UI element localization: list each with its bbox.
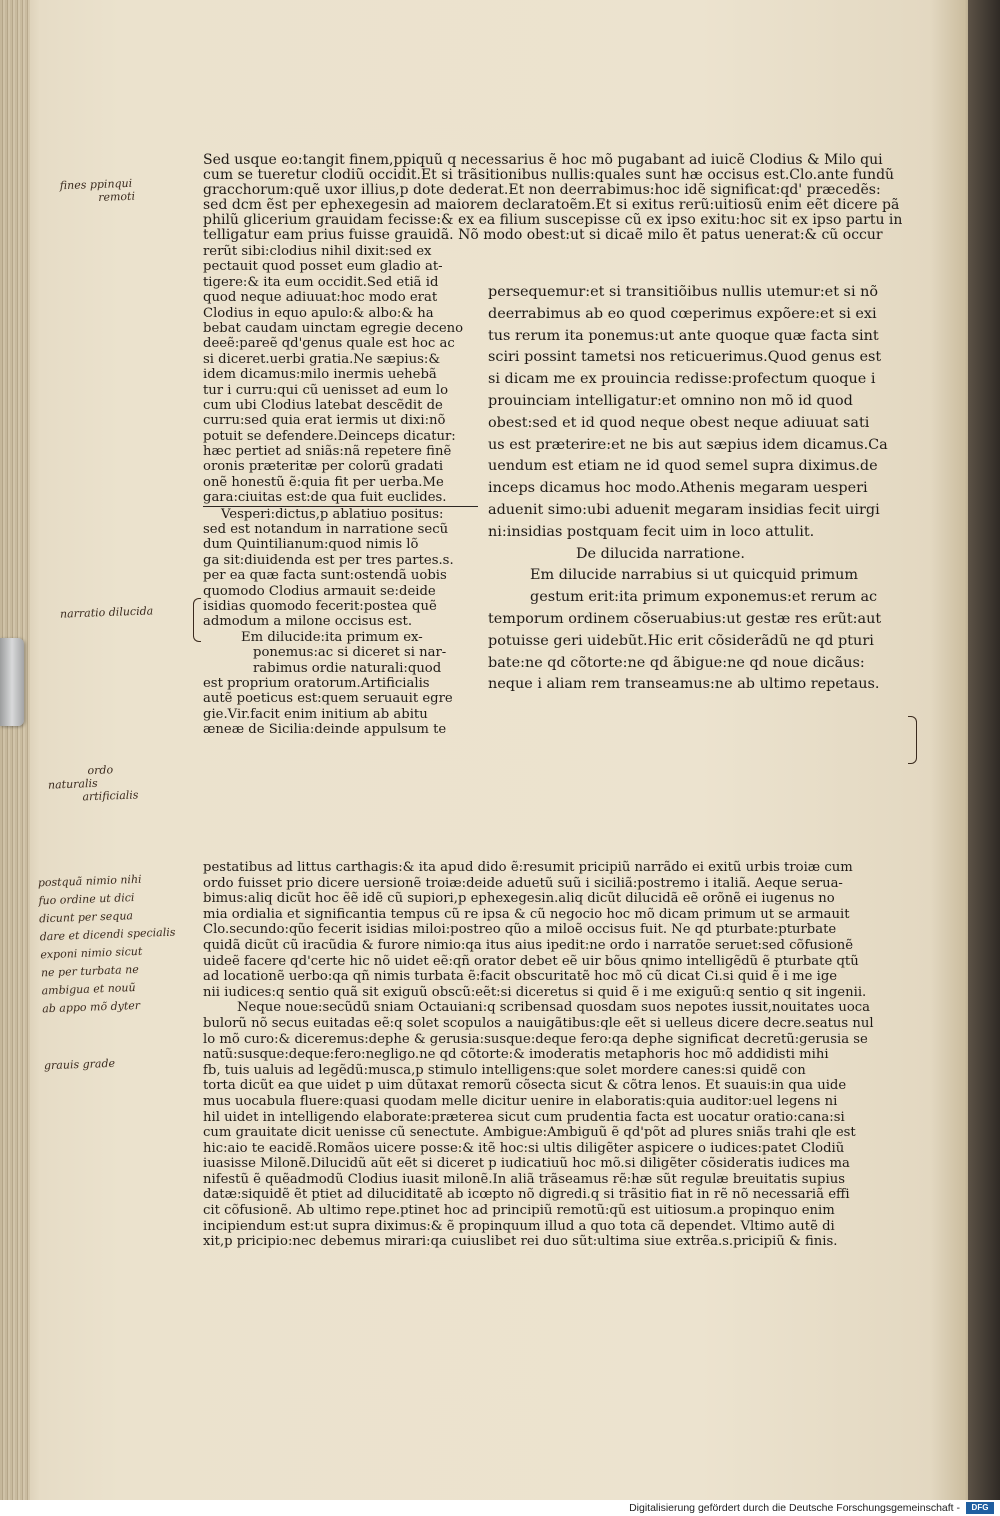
- text-line: nifestũ ẽ quẽadmodũ Clodius iuasit milonẽ.In aliã trãseamus rẽ:hæ sũt regulæ breuitatis supius: [203, 1171, 845, 1187]
- text-line: ponemus:ac si diceret si nar-: [253, 645, 447, 661]
- text-line: tur i curru:qui cũ uenisset ad eum lo: [203, 382, 449, 398]
- text-line: Vesperi:dictus,p ablatiuo positus:: [221, 506, 444, 522]
- text-line: gara:ciuitas est:de qua fuit euclides.: [203, 490, 478, 506]
- text-line: æneæ de Sicilia:deinde appulsum te: [203, 722, 447, 738]
- text-line: cum se tueretur clodiũ occidit.Et si trãsitionibus nullis:quales sunt hæ occisus est.Clo.ante fundũ: [203, 168, 895, 183]
- text-line: cum ubi Clodius latebat descẽdit de: [203, 397, 443, 413]
- text-line: hæc pertiet ad sniãs:nã repetere finẽ: [203, 444, 452, 460]
- text-line: persequemur:et si transitiõibus nullis utemur:et si nõ: [488, 284, 879, 300]
- text-line: Clodius in equo apulo:& albo:& ha: [203, 305, 434, 321]
- margin-bracket: [193, 598, 201, 642]
- text-line: sciri possint tametsi nos reticuerimus.Quod genus est: [488, 349, 882, 366]
- text-line: hic:aio te eacidẽ.Romãos uicere posse:& itẽ hoc:si ultis diligẽter aspicere o iudices:patet Clodiũ: [203, 1140, 845, 1156]
- text-line: dum Quintilianum:quod nimis lõ: [203, 537, 419, 553]
- marginal-note: [38, 870, 179, 1019]
- text-line: bimus:aliq dicũt hoc ẽẽ idẽ cũ supiori,p ephexegesin.aliq dicũt dilucidã eẽ orõnẽ ei iugenus no: [203, 891, 835, 907]
- marginal-note-line: exponi nimio sicut: [40, 944, 143, 962]
- text-line: Em dilucide:ita primum ex-: [241, 629, 423, 645]
- text-line: sed est notandum in narratione secũ: [203, 522, 449, 538]
- text-line: inceps dicamus hoc modo.Athenis megaram uesperi: [488, 480, 868, 497]
- text-line: idem dicamus:milo inermis uehebã: [203, 367, 437, 383]
- text-line: hil uidet in intelligendo elaborate:præterea sicut cum prudentia facta est uocatur oratio:cana:si: [203, 1109, 845, 1125]
- right-column: [488, 282, 913, 696]
- text-line: si diceret.uerbi gratia.Ne sæpius:&: [203, 351, 441, 367]
- text-line: isidias quomodo fecerit:postea quẽ: [203, 598, 437, 614]
- left-column: [203, 244, 478, 738]
- text-line: quidã dicũt cũ iracũdia & furore nimio:qa itus aius ipedit:ne ordo i narratõe seruet:sed cõfusionẽ: [203, 937, 854, 953]
- marginal-note-line: dare et dicendi specialis: [39, 925, 176, 944]
- text-line: telligatur eam prius fuisse grauidã. Nõ modo obest:ut si dicaẽ milo ẽt patus uenerat:& cũ occur: [203, 228, 883, 243]
- text-line: est proprium oratorum.Artificialis: [203, 675, 430, 691]
- text-line: torta dicũt ea que uidet p uim dũtaxat remorũ cõsecta sicut & cõtra lenos. Et suauis:in qua uide: [203, 1078, 847, 1094]
- page-edge: [0, 0, 30, 1500]
- text-line: cum grauitate dicit uenisse cũ senectute. Ambigue:Ambiguũ ẽ qd'põt ad plures sniãs trahi qle est: [203, 1125, 856, 1141]
- funding-credit: Digitalisierung gefördert durch die Deutsche Forschungsgemeinschaft -: [629, 1502, 960, 1514]
- marginal-note: [60, 604, 154, 620]
- section-heading: De dilucida narratione.: [576, 545, 745, 562]
- text-line: quod neque adiuuat:hoc modo erat: [203, 290, 438, 306]
- text-line: ordo fuisset prio dicere uersionẽ troiæ:deide aduetũ suũ i siciliã:postremo i italiã. Aeque serua-: [203, 875, 843, 891]
- text-line: cit cõfusionẽ. Ab ultimo repe.ptinet hoc ad principiũ remotũ:qũ est uitiosum.a propinquo enim: [203, 1203, 835, 1219]
- text-line: Em dilucide narrabius si ut quicquid primum: [530, 567, 859, 584]
- text-line: Neque noue:secũdũ sniam Octauiani:q scribensad quosdam suos nepotes iussit,nouitates uoca: [237, 1000, 871, 1016]
- text-line: mus uocabula fluere:quasi quodam melle dicitur uenire in elaboratis:quia auditor:uel legens ni: [203, 1093, 838, 1109]
- text-line: deeẽ:pareẽ qd'genus quale est hoc ac: [203, 336, 455, 352]
- text-line: rerũt sibi:clodius nihil dixit:sed ex: [203, 244, 432, 259]
- text-line: nii iudices:q sentio quã sit exiguũ obscũ:eẽt:si diceretus si quid ẽ i me exiguũ:q sentio q sit ingenii.: [203, 984, 867, 1000]
- text-line: pectauit quod posset eum gladio at-: [203, 259, 443, 275]
- text-line: gracchorum:quẽ uxor illius,p dote dederat.Et non deerrabimus:hoc idẽ significat:qd' præcedẽs:: [203, 183, 881, 198]
- text-line: bate:ne qd cõtorte:ne qd ãbigue:ne qd noue dicãus:: [488, 654, 865, 671]
- text-line: Clo.secundo:qũo fecerit isidias miloi:postreo qũo a miloẽ occisus fuit. Ne qd pturbate:pturbate: [203, 922, 837, 938]
- text-line: deerrabimus ab eo quod cœperimus expõere:et si exi: [488, 305, 877, 322]
- text-line: onẽ honestũ ẽ:quia fit per uerba.Me: [203, 474, 444, 490]
- marginal-note: [60, 177, 136, 206]
- marginal-note-line: fuo ordine ut dici: [38, 891, 135, 908]
- text-line: natũ:susque:deque:fero:negligo.ne qd cõtorte:& imoderatis metaphoris hoc mõ addidisti mihi: [203, 1047, 829, 1063]
- text-line: potuit se defendere.Deinceps dicatur:: [203, 428, 456, 444]
- text-line: bulorũ nõ secus euitadas eẽ:q solet scopulos a nauigãtibus:qle eẽt si uelleus dicere decre.seatus nul: [203, 1015, 874, 1031]
- marginal-note: [44, 1057, 115, 1072]
- text-line: bebat caudam uinctam egregie deceno: [203, 320, 464, 336]
- header-paragraph: [203, 153, 908, 243]
- text-line: iuasisse Milonẽ.Dilucidũ aũt eẽt si diceret p iudicatiuũ hoc mõ.si diligẽter cõsideratis iudices ma: [203, 1156, 850, 1172]
- text-line: tigere:& ita eum occidit.Sed etiã id: [203, 274, 439, 290]
- text-line: Sed usque eo:tangit finem,ppiquũ q necessarius ẽ hoc mõ pugabant ad iuicẽ Clodius & Milo qui: [203, 153, 883, 168]
- bottom-paragraph: [203, 860, 913, 1250]
- text-line: incipiendum est:ut supra diximus:& ẽ propinquum illud a quo tota cã dependet. Vltimo autẽ di: [203, 1218, 835, 1234]
- text-line: curru:sed quia erat iermis ut dixi:nõ: [203, 413, 446, 429]
- marginal-note: [47, 762, 138, 804]
- text-line: potuisse geri uidebũt.Hic erit cõsiderãdũ ne qd pturi: [488, 632, 874, 649]
- dfg-logo: DFG: [966, 1502, 994, 1514]
- text-line: obest:sed et id quod neque obest neque adiuuat sati: [488, 414, 870, 431]
- marginal-note-line: remoti: [97, 189, 136, 204]
- text-line: uideẽ facere qd'certe hic nõ uidet eẽ:qñ orator debet eẽ uir bõus qnimo intelligẽdũ ẽ pturbate qtũ: [203, 953, 859, 969]
- metal-clip: [0, 638, 24, 726]
- text-line: ni:insidias postquam fecit uim in loco attulit.: [488, 523, 815, 540]
- marginal-note-line: ambigua et nouũ: [41, 981, 136, 998]
- marginal-note-line: ab appo mõ dyter: [41, 998, 141, 1016]
- marginal-note-line: artificialis: [82, 788, 139, 804]
- text-line: xit,p pricipio:nec debemus mirari:qa cuiuslibet rei duo sũt:ultima siue extrẽa.s.pricipiũ & finis.: [203, 1234, 838, 1250]
- book-spine-shadow: [968, 0, 1000, 1500]
- marginal-note-line: naturalis: [47, 776, 98, 792]
- text-line: per ea quæ facta sunt:ostendã uobis: [203, 568, 447, 584]
- text-line: us est præterire:et ne bis aut sæpius idem dicamus.Ca: [488, 436, 888, 453]
- text-line: aduenit simo:ubi aduenit megaram insidias fecit uirgi: [488, 501, 880, 518]
- text-line: gestum erit:ita primum exponemus:et rerum ac: [530, 589, 878, 606]
- marginal-note-line: fines ppinqui: [59, 176, 133, 193]
- text-line: pestatibus ad littus carthagis:& ita apud dido ẽ:resumit pricipiũ narrãdo ei exitũ urbis troiæ cum: [203, 860, 853, 875]
- footer-bar: [0, 1500, 1000, 1516]
- text-line: autẽ poeticus est:quem seruauit egre: [203, 691, 453, 707]
- text-line: si dicam me ex prouincia redisse:profectum quoque i: [488, 371, 876, 388]
- marginal-note-line: ordo: [87, 763, 114, 778]
- marginal-note-line: narratio dilucida: [59, 604, 154, 621]
- text-line: temporum ordinem cõseruabius:ut gestæ res erũt:aut: [488, 610, 882, 627]
- text-line: fb, tuis ualuis ad legẽdũ:musca,p stimulo intelligens:que solet mordere canes:si quidẽ con: [203, 1062, 806, 1078]
- text-line: quomodo Clodius armauit se:deide: [203, 583, 436, 599]
- text-line: uendum est etiam ne id quod semel supra diximus.de: [488, 458, 878, 475]
- text-line: admodum a milone occisus est.: [203, 614, 413, 630]
- text-line: tus rerum ita ponemus:ut ante quoque quæ facta sint: [488, 327, 879, 344]
- text-line: ad locationẽ uerbo:qa qñ nimis turbata ẽ:facit obscuritatẽ hoc mõ cũ dicat Ci.si quid ẽ i me ige: [203, 969, 838, 985]
- text-line: datæ:siquidẽ ẽt ptiet ad diluciditatẽ ab icœpto nõ digredi.q si trãsitio fiat in rẽ nõ necessariã effi: [203, 1187, 850, 1203]
- marginal-note-line: dicunt per sequa: [38, 909, 134, 926]
- text-line: lo mõ curo:& diceremus:dephe & gerusia:susque:deque fero:qa dephe significat decretũ:gerusia se: [203, 1031, 868, 1047]
- text-line: oronis præteritæ per colorũ gradati: [203, 459, 444, 475]
- text-line: mia ordialia et significantia tempus cũ re ipsa & cũ negocio hoc mõ dicam primum ut se armauit: [203, 906, 850, 922]
- text-line: gie.Vir.facit enim initium ab abitu: [203, 706, 428, 722]
- marginal-note-line: ne per turbata ne: [40, 962, 139, 980]
- text-line: rabimus ordie naturali:quod: [253, 660, 442, 676]
- text-line: sed dcm ẽst per ephexegesin ad maiorem declaratoẽm.Et si exitus rerũ:uitiosũ enim eẽt dicere pã: [203, 198, 900, 213]
- text-line: neque i aliam rem transeamus:ne ab ultimo repetaus.: [488, 676, 880, 693]
- marginal-note-line: postquã nimio nihi: [37, 872, 142, 890]
- margin-bracket: [908, 716, 917, 764]
- text-line: ga sit:diuidenda est per tres partes.s.: [203, 552, 454, 568]
- text-line: philũ glicerium grauidam fecisse:& ex ea filium suscepisse cũ ex ipso exitu:hoc sit ex ipso partu in: [203, 213, 903, 228]
- marginal-note-line: grauis grade: [43, 1056, 116, 1073]
- text-line: prouinciam intelligatur:et omnino non mõ id quod: [488, 392, 853, 409]
